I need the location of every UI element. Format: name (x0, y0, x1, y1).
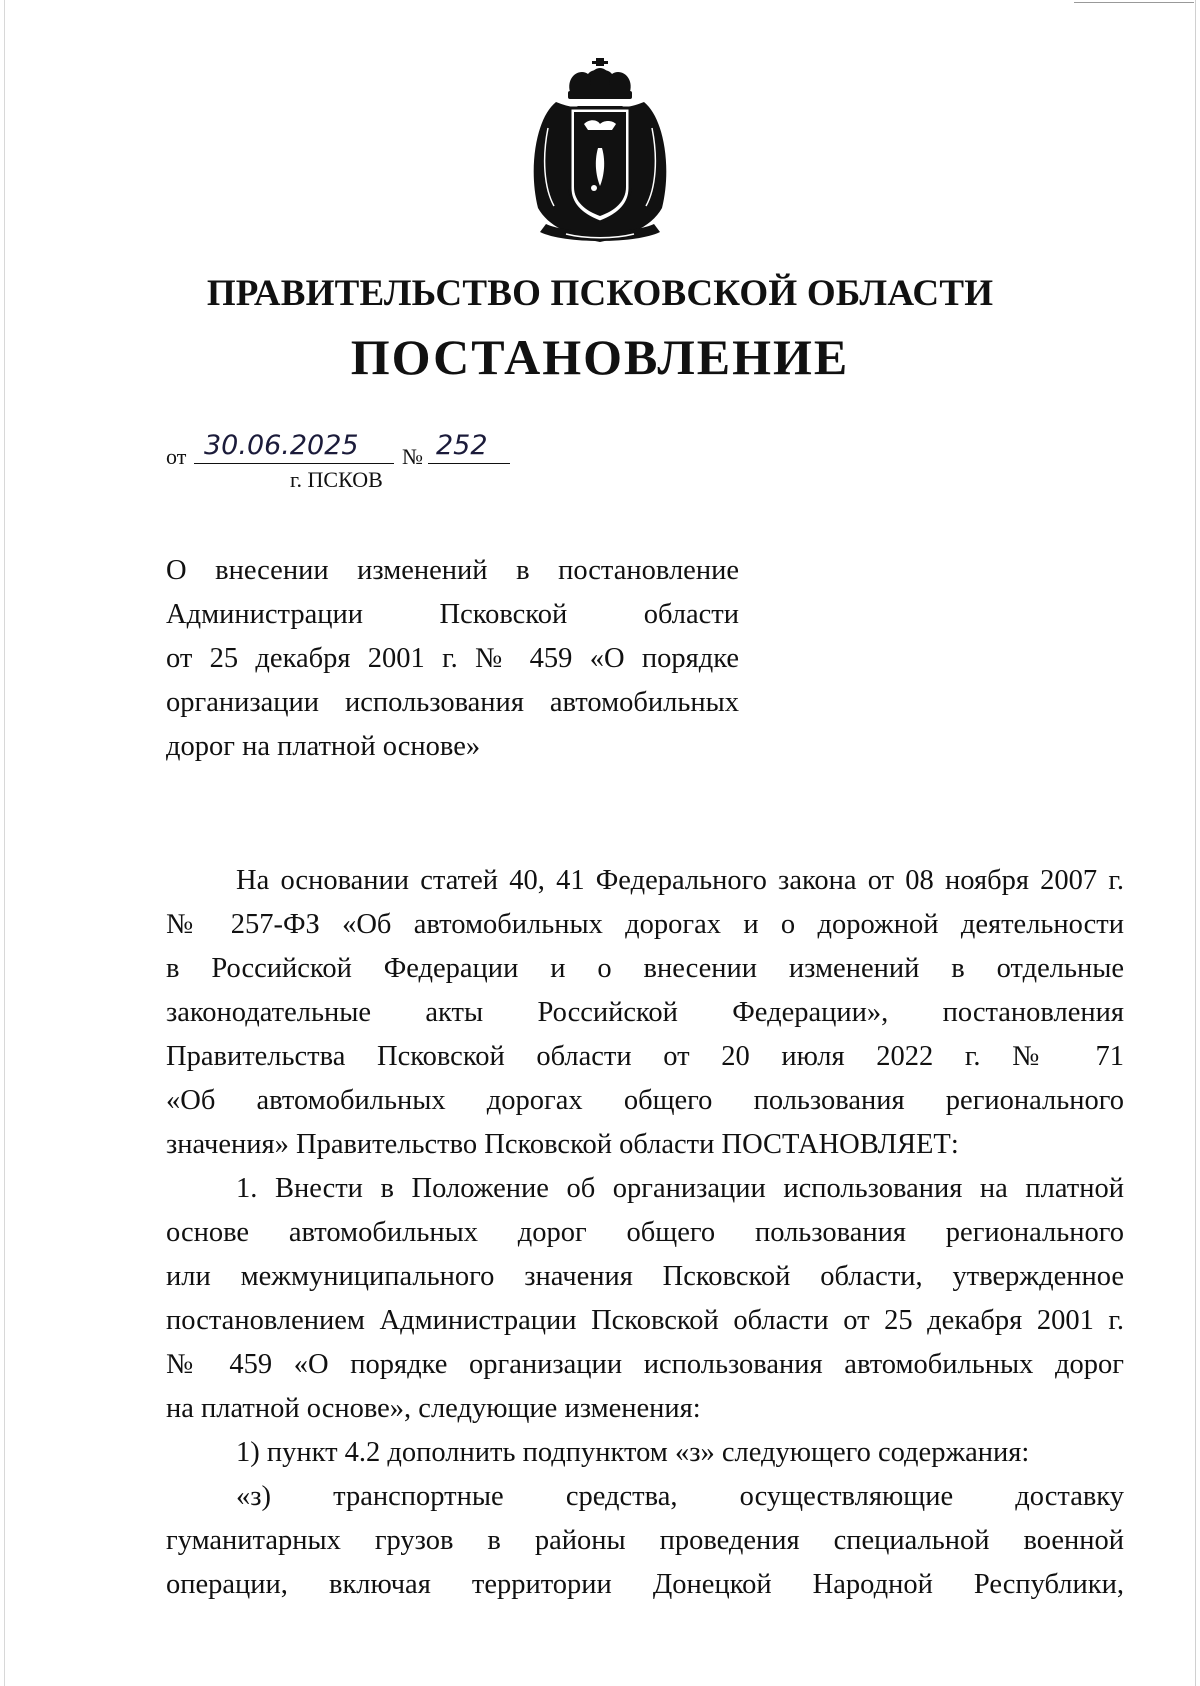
item1-line: постановлением Администрации Псковской области от 25 декабря 2001 г. (166, 1305, 1124, 1336)
item1-line: или межмуниципального значения Псковской области, утвержденное (166, 1261, 1124, 1292)
government-title: ПРАВИТЕЛЬСТВО ПСКОВСКОЙ ОБЛАСТИ (206, 273, 994, 314)
scan-edge-right (1195, 0, 1196, 1686)
preamble-line: Правительства Псковской области от 20 июля 2022 г. № 71 (166, 1041, 1124, 1072)
subject-line: от 25 декабря 2001 г. № 459 «О порядке (166, 643, 739, 674)
coat-of-arms-icon (526, 58, 674, 246)
document-subject (166, 549, 739, 769)
preamble-line: значения» Правительство Псковской области ПОСТАНОВЛЯЕТ: (166, 1129, 959, 1160)
subject-line: О внесении изменений в постановление (166, 555, 739, 586)
document-type: ПОСТАНОВЛЕНИЕ (350, 329, 850, 385)
document-city: г. ПСКОВ (290, 467, 383, 492)
date-from-label: от (166, 444, 187, 469)
preamble-line: законодательные акты Российской Федерации», постановления (166, 997, 1124, 1028)
subject-line: дорог на платной основе» (166, 731, 481, 762)
subitem-1: 1) пункт 4.2 дополнить подпунктом «з» следующего содержания: (236, 1437, 1030, 1468)
quote-line: «з) транспортные средства, осуществляющие доставку (236, 1481, 1124, 1512)
item1-line: на платной основе», следующие изменения: (166, 1393, 701, 1424)
preamble-line: № 257-ФЗ «Об автомобильных дорогах и о дорожной деятельности (166, 909, 1124, 940)
quote-line: гуманитарных грузов в районы проведения специальной военной (166, 1525, 1124, 1556)
document-number: 252 (428, 430, 510, 464)
item1-line: № 459 «О порядке организации использования автомобильных дорог (166, 1349, 1124, 1380)
preamble-line: На основании статей 40, 41 Федерального закона от 08 ноября 2007 г. (236, 865, 1124, 896)
scan-edge-top (1074, 2, 1194, 3)
quote-line: операции, включая территории Донецкой Народной Республики, (166, 1569, 1124, 1600)
document-date: 30.06.2025 (194, 430, 394, 464)
number-label: № (402, 444, 423, 469)
item1-line: основе автомобильных дорог общего пользования регионального (166, 1217, 1124, 1248)
subject-line: организации использования автомобильных (166, 687, 739, 718)
item1-line: 1. Внести в Положение об организации использования на платной (236, 1173, 1124, 1204)
preamble-line: в Российской Федерации и о внесении изменений в отдельные (166, 953, 1124, 984)
preamble-line: «Об автомобильных дорогах общего пользования регионального (166, 1085, 1124, 1116)
dateline (166, 430, 566, 498)
scan-edge-left (4, 0, 5, 1686)
subject-line: Администрации Псковской области (166, 599, 739, 630)
document-body (166, 859, 1124, 1607)
